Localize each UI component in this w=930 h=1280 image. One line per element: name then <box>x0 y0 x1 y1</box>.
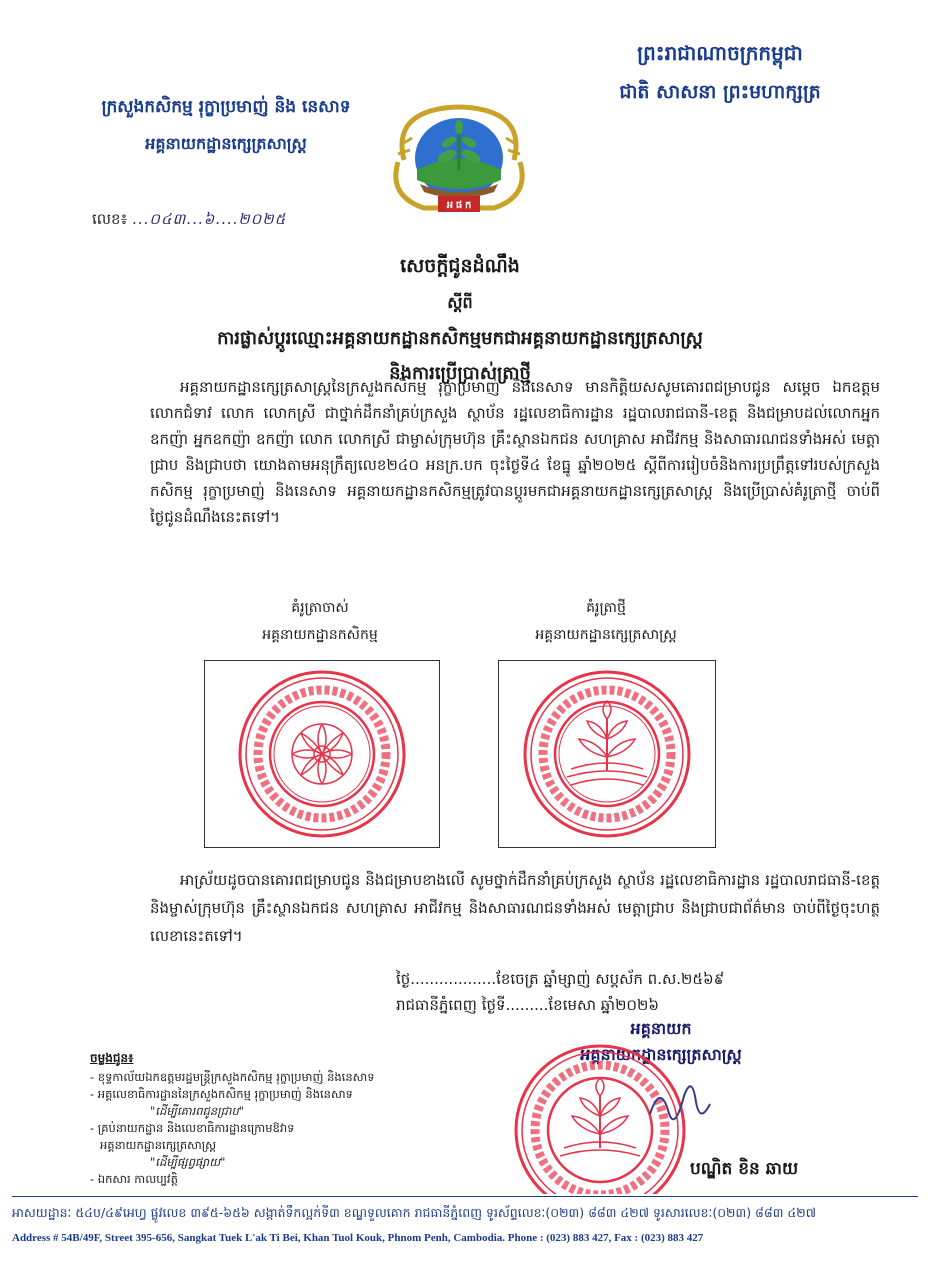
logo-label: អ ផ ក <box>446 200 472 211</box>
footer-address <box>12 1196 918 1244</box>
title-subject-line1: ការផ្លាស់ប្តូរឈ្មោះអគ្គនាយកដ្ឋានកសិកម្មមកជាអគ្គនាយកដ្ឋានក្សេត្រសាស្ត្រ <box>217 328 703 349</box>
english-address: Address # 54B/49F, Street 395-656, Sangkat Tuek L'ak Ti Bei, Khan Tuol Kouk, Phnom Penh, Cambodia. Phone : (023) 883 427, Fax : (023) 883 427 <box>12 1232 704 1244</box>
reference-value: ...០៤៣...៦....២០២៥ <box>131 210 287 228</box>
body-paragraph <box>150 374 880 530</box>
list-item: "ដើម្បីគោរពជូនជ្រាប" <box>150 1104 245 1118</box>
closing-text: អាស្រ័យដូចបានគោរពជម្រាបជូន និងជម្រាបខាងលើ សូមថ្នាក់ដឹកនាំគ្រប់ក្រសួង ស្ថាប័ន រដ្ឋលេខាធិការដ្ឋាន រដ្ឋបាលរាជធានី-ខេត្ត និងម្ចាស់ក្រុមហ៊ុន គ្រឹះស្ថានឯកជន សហគ្រាស អាជីវកម្ម និងសាធារណជនទាំងអស់ មេត្តាជ្រាប និងជ្រាបជាព័ត៌មាន ចាប់ពីថ្ងៃចុះហត្ថលេខានេះតទៅ។ <box>150 871 880 945</box>
kingdom-title: ព្រះរាជាណាចក្រកម្ពុជា <box>637 41 803 65</box>
old-seal-name: អគ្គនាយកដ្ឋានកសិកម្ម <box>262 627 378 643</box>
reference-number <box>92 210 286 232</box>
list-item: - អគ្គលេខាធិការដ្ឋាននៃក្រសួងកសិកម្ម រុក្ខាប្រមាញ់ និងនេសាទ <box>90 1087 353 1101</box>
national-motto: ជាតិ សាសនា ព្រះមហាក្សត្រ <box>619 81 821 103</box>
new-seal-stamp <box>499 661 715 847</box>
recipients-list <box>90 1050 470 1188</box>
closing-paragraph <box>150 866 880 950</box>
new-seal-caption <box>496 598 716 646</box>
old-seal-caption <box>210 598 430 646</box>
notice-title <box>100 254 820 388</box>
recipients-heading: ចម្លងជូន៖ <box>90 1051 134 1065</box>
signatory-role: អគ្គនាយក <box>630 1019 692 1038</box>
old-seal-box <box>204 660 440 848</box>
title-subject-label: ស្តីពី <box>447 293 473 312</box>
list-item: - គ្រប់នាយកដ្ឋាន និងលេខាធិការដ្ឋានក្រោមឱវាទ <box>90 1121 295 1135</box>
reference-label: លេខ៖ <box>92 210 128 228</box>
solar-date: រាជធានីភ្នំពេញ ថ្ងៃទី.........ខែមេសា ឆ្នាំ២០២៦ <box>396 996 660 1014</box>
department-name: អគ្គនាយកដ្ឋានក្សេត្រសាស្ត្រ <box>145 134 307 153</box>
ministry-name: ក្រសួងកសិកម្ម រុក្ខាប្រមាញ់ និង នេសាទ <box>101 97 351 117</box>
khmer-address: អាសយដ្ឋានៈ ៥៤ប/៤៩អេហ្វ ផ្លូវលេខ ៣៩៥-៦៥៦ សង្កាត់ទឹកល្អក់ទី៣ ខណ្ឌទួលគោក រាជធានីភ្នំពេញ ទូរស័ព្ទលេខៈ(០២៣) ៨៨៣ ៤២៧ ទូរសារលេខៈ(០២៣) ៨៨៣ ៤២៧ <box>12 1205 816 1220</box>
list-item: អគ្គនាយកដ្ឋានក្សេត្រសាស្ត្រ <box>100 1138 217 1152</box>
list-item: "ដើម្បីផ្សព្វផ្សាយ" <box>150 1155 226 1169</box>
list-item: - ឯកសារ កាលប្បវត្តិ <box>90 1172 178 1186</box>
department-logo <box>384 100 534 220</box>
lunar-date: ថ្ងៃ..................ខែចេត្រ ឆ្នាំម្សាញ់ សប្តស័ក ព.ស.២៥៦៩ <box>396 970 725 988</box>
title-subject-line2: និងការប្រើប្រាស់ត្រាថ្មី <box>389 363 531 384</box>
new-seal-label: គំរូត្រាថ្មី <box>586 600 626 616</box>
new-seal-name: អគ្គនាយកដ្ឋានក្សេត្រសាស្ត្រ <box>535 627 677 643</box>
date-block <box>396 966 724 1018</box>
old-seal-label: គំរូត្រាចាស់ <box>291 600 349 616</box>
body-text: អគ្គនាយកដ្ឋានក្សេត្រសាស្ត្រនៃក្រសួងកសិកម្ម រុក្ខាប្រមាញ់ និងនេសាទ មានកិត្តិយសសូមគោរពជម្រាបជូន សម្តេច ឯកឧត្តម លោកជំទាវ លោក លោកស្រី ជាថ្នាក់ដឹកនាំគ្រប់ក្រសួង ស្ថាប័ន រដ្ឋលេខាធិការដ្ឋាន រដ្ឋបាលរាជធានី-ខេត្ត និងជម្រាបដល់លោកអ្នកឧកញ៉ា អ្នកឧកញ៉ា ឧកញ៉ា លោក លោកស្រី ជាម្ចាស់ក្រុមហ៊ុន គ្រឹះស្ថានឯកជន សហគ្រាស អាជីវកម្ម និងសាធារណជនទាំងអស់ មេត្តាជ្រាប និងជ្រាបថា យោងតាមអនុក្រឹត្យលេខ២៤០ អនក្រ.បក ចុះថ្ងៃទី៤ ខែធ្នូ ឆ្នាំ២០២៥ ស្តីពីការរៀបចំនិងការប្រព្រឹត្តទៅរបស់ក្រសួងកសិកម្ម រុក្ខាប្រមាញ់ និងនេសាទ អគ្គនាយកដ្ឋានកសិកម្មត្រូវបានប្តូរមកជាអគ្គនាយកដ្ឋានក្សេត្រសាស្ត្រ និងប្រើប្រាស់គំរូត្រាថ្មី ចាប់ពីថ្ងៃជូនដំណឹងនេះតទៅ។ <box>150 378 880 526</box>
new-seal-box <box>498 660 716 848</box>
signatory-name: បណ្ឌិត ខិន ឆាយ <box>690 1159 799 1179</box>
official-stamp-and-signature <box>500 1044 720 1198</box>
signatory-department: អគ្គនាយកដ្ឋានក្សេត្រសាស្ត្រ <box>580 1045 742 1064</box>
list-item: - ខុទ្ទកាល័យឯកឧត្តមរដ្ឋមន្ត្រីក្រសួងកសិកម្ម រុក្ខាប្រមាញ់ និងនេសាទ <box>90 1070 375 1084</box>
title-main: សេចក្តីជូនដំណឹង <box>400 255 520 277</box>
kingdom-header <box>570 40 870 108</box>
old-seal-stamp <box>205 661 439 847</box>
ministry-header <box>36 96 416 157</box>
